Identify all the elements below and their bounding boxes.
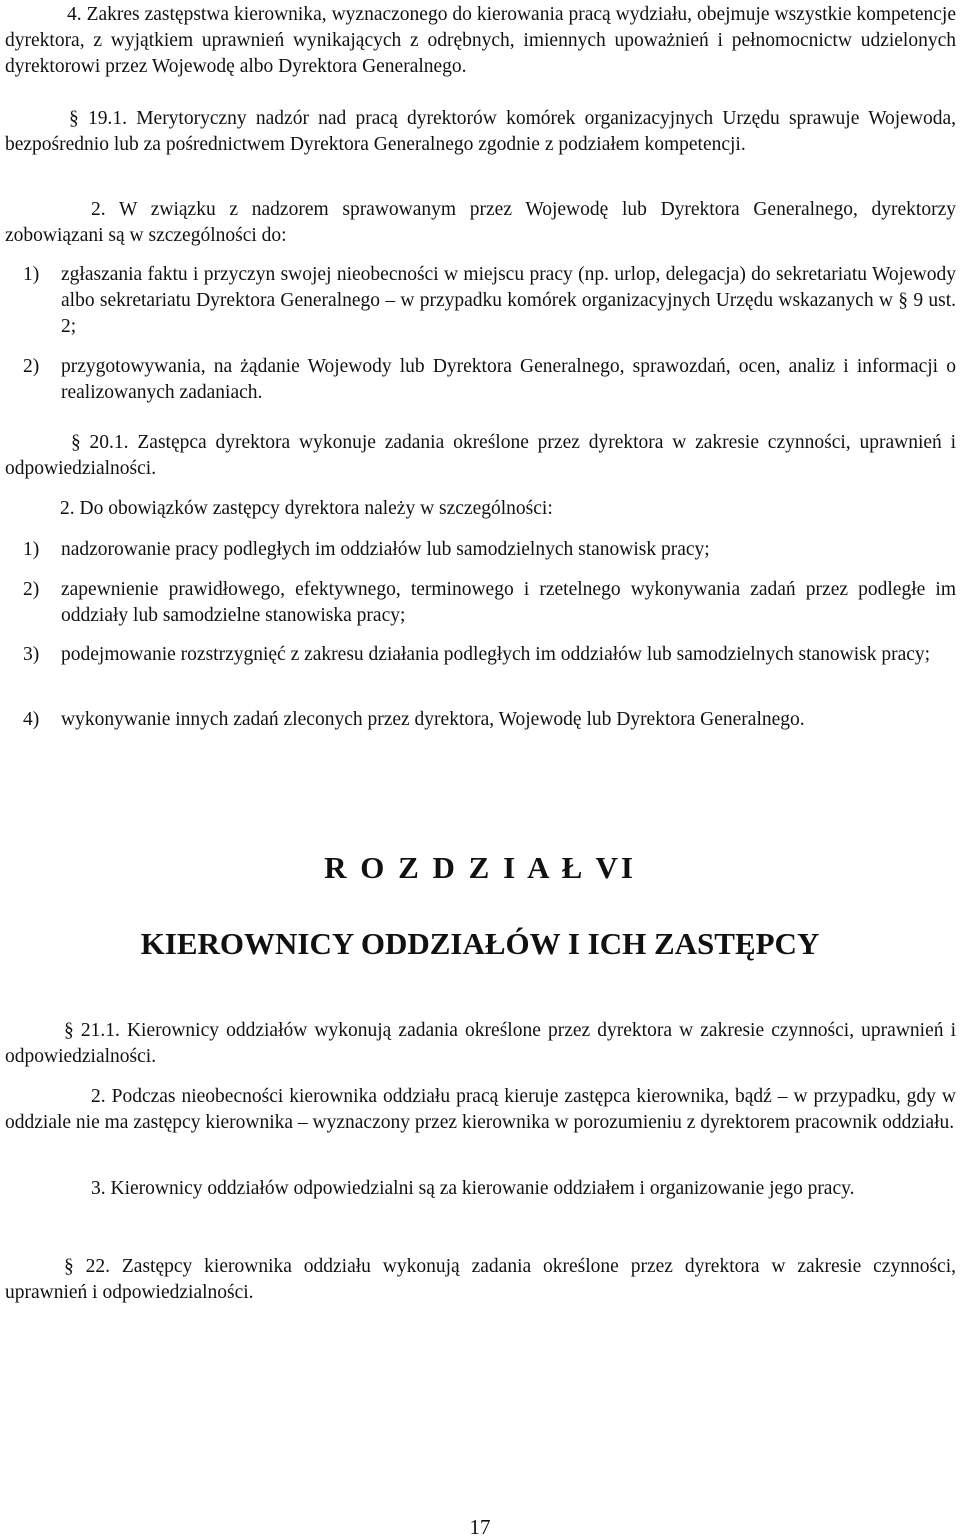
section-21-2: 2. Podczas nieobecności kierownika oddziału pracą kieruje zastępca kierownika, bądź – w przypadku, gdy w oddziale nie ma zastępcy kierownika – wyznaczony przez kierownika w porozumieniu z dyrektorem pracownik oddziału. (5, 1086, 956, 1133)
section-22: § 22. Zastępcy kierownika oddziału wykonują zadania określone przez dyrektora w zakresie czynności, uprawnień i odpowiedzialności. (5, 1256, 956, 1303)
section-19-1: § 19.1. Merytoryczny nadzór nad pracą dyrektorów komórek organizacyjnych Urzędu sprawuje Wojewoda, bezpośrednio lub za pośrednictwem Dyrektora Generalnego zgodnie z podziałem kompetencji. (5, 108, 956, 155)
section-20-2-item-2: 2) zapewnienie prawidłowego, efektywnego, terminowego i rzetelnego wykonywania zadań przez podległe im oddziały lub samodzielne stanowiska pracy; (23, 579, 956, 626)
chapter-title: KIEROWNICY ODDZIAŁÓW I ICH ZASTĘPCY (140, 926, 820, 961)
section-19-2: 2. W związku z nadzorem sprawowanym przez Wojewodę lub Dyrektora Generalnego, dyrektorzy zobowiązani są w szczególności do: (5, 199, 956, 246)
page-number: 17 (469, 1515, 491, 1539)
section-20-1: § 20.1. Zastępca dyrektora wykonuje zadania określone przez dyrektora w zakresie czynności, uprawnień i odpowiedzialności. (5, 432, 956, 479)
paragraph-4: 4. Zakres zastępstwa kierownika, wyznaczonego do kierowania pracą wydziału, obejmuje wszystkie kompetencje dyrektora, z wyjątkiem uprawnień wynikających z odrębnych, imiennych upoważnień i pełnomocnictw udzielonych dyrektorowi przez Wojewodę albo Dyrektora Generalnego. (5, 4, 956, 77)
section-19-2-item-2: 2) przygotowywania, na żądanie Wojewody lub Dyrektora Generalnego, sprawozdań, ocen, analiz i informacji o realizowanych zadaniach. (23, 356, 956, 403)
section-20-2: 2. Do obowiązków zastępcy dyrektora należy w szczególności: (60, 498, 553, 519)
section-20-2-item-1: 1) nadzorowanie pracy podległych im oddziałów lub samodzielnych stanowisk pracy; (23, 539, 710, 560)
section-21-3: 3. Kierownicy oddziałów odpowiedzialni są za kierowanie oddziałem i organizowanie jego pracy. (91, 1178, 855, 1199)
section-20-2-item-4: 4) wykonywanie innych zadań zleconych przez dyrektora, Wojewodę lub Dyrektora Generalnego. (23, 709, 805, 730)
section-21-1: § 21.1. Kierownicy oddziałów wykonują zadania określone przez dyrektora w zakresie czynności, uprawnień i odpowiedzialności. (5, 1020, 956, 1067)
section-19-2-item-1: 1) zgłaszania faktu i przyczyn swojej nieobecności w miejscu pracy (np. urlop, delegacja) do sekretariatu Wojewody albo sekretariatu Dyrektora Generalnego – w przypadku komórek organizacyjnych Urzędu wskazanych w § 9 ust. 2; (23, 264, 956, 337)
section-20-2-item-3: 3) podejmowanie rozstrzygnięć z zakresu działania podległych im oddziałów lub samodzielnych stanowisk pracy; (23, 644, 931, 665)
chapter-heading: R O Z D Z I A Ł VI (324, 850, 636, 885)
